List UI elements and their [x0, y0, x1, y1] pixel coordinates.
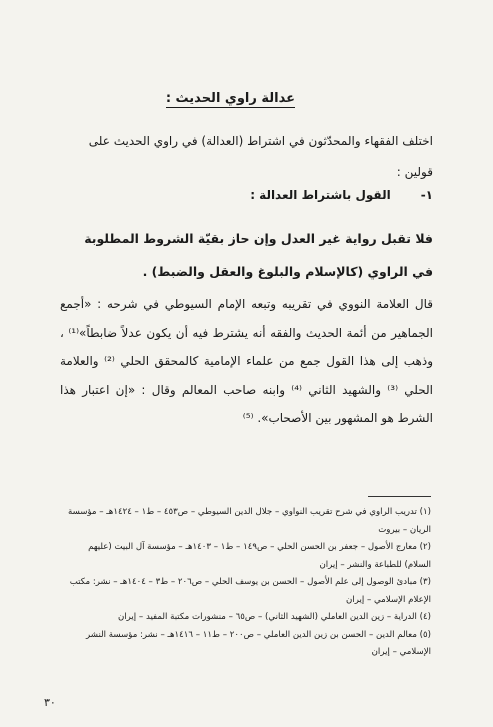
footnote: (٤) الدراية – زين الدين العاملي (الشهيد الثاني) – ص٦٥ – منشورات مكتبة المفيد – إيران [117, 612, 431, 622]
intro-paragraph: اختلف الفقهاء والمحدّثون في اشتراط (العدالة) في راوي الحديث على قولين : [88, 134, 433, 179]
footnote: (٥) معالم الدين – الحسن بن زين الدين العاملي – ص٢٠٠ – ط١١ – ١٤١٦هـ – نشر: مؤسسة النشر الإسلامي – إيران [86, 629, 431, 657]
footnote: (٢) معارج الأصول – جعفر بن الحسن الحلي – ص١٤٩ – ط١ – ١٤٠٣هـ – مؤسسة آل البيت (عليهم السلام) للطباعة والنشر – إيران [88, 542, 431, 570]
point-title: القول باشتراط العدالة : [250, 188, 391, 202]
footnote-separator [368, 496, 431, 497]
body-paragraph: قال العلامة النووي في تقريبه وتبعه الإمام السيوطي في شرحه : «أجمع الجماهير من أئمة الحديث والفقه أنه يشترط فيه أن يكون عدلاً ضابطاً»⁽¹⁾ ، وذهب إلى هذا القول جمع من علماء الإمامية كالمحقق الحلي ⁽²⁾ والعلامة الحلي ⁽³⁾ والشهيد الثاني ⁽⁴⁾ وابنه صاحب المعالم وقال : «إن اعتبار هذا الشرط هو المشهور بين الأصحاب». ⁽⁵⁾ [60, 297, 433, 425]
bold-paragraph: فلا تقبل رواية غير العدل وإن حاز بقيّة الشروط المطلوبة في الراوي (كالإسلام والبلوغ والعقل والضبط) . [84, 231, 433, 279]
footnote: (١) تدريب الراوي في شرح تقريب النواوي – جلال الدين السيوطي – ص٤٥٣ – ط١ – ١٤٢٤هـ – مؤسسة الريان – بيروت [68, 507, 431, 535]
point-number: ١- [420, 188, 433, 202]
page-number: ٣٠ [44, 696, 56, 709]
footnote: (٣) مبادئ الوصول إلى علم الأصول – الحسن بن يوسف الحلي – ص٢٠٦ – ط٣ – ١٤٠٤هـ – نشر: مكتب الإعلام الإسلامي – إيران [69, 577, 431, 605]
section-heading: عدالة راوي الحديث : [165, 91, 295, 106]
point-heading [250, 188, 433, 202]
footnotes [62, 504, 431, 662]
